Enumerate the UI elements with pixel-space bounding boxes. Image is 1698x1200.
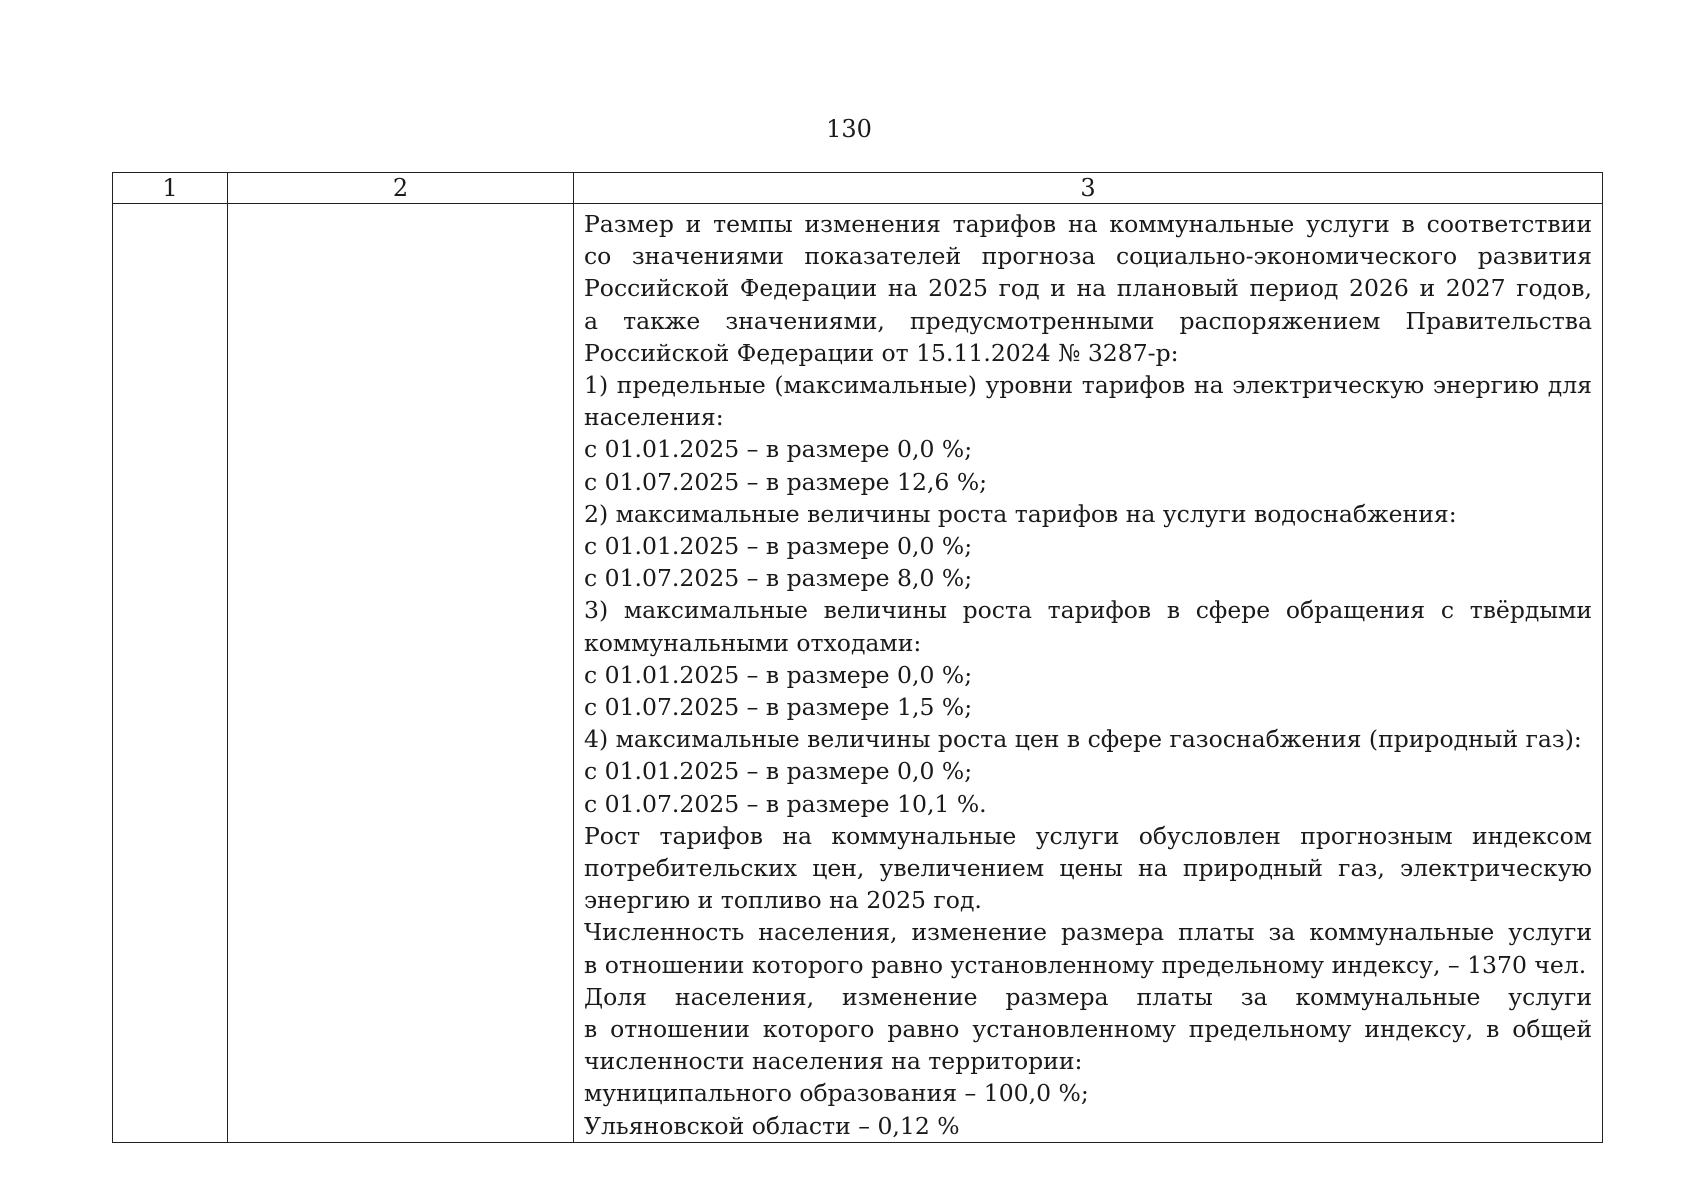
text-line: а также значениями, предусмотренными распоряжением Правительства <box>584 306 1592 335</box>
text-line: с 01.01.2025 – в размере 0,0 %; <box>584 757 973 786</box>
text-line: Российской Федерации на 2025 год и на плановый период 2026 и 2027 годов, <box>584 274 1592 303</box>
text-line: населения: <box>584 403 724 432</box>
cell-column-2 <box>228 204 574 1143</box>
text-line: с 01.01.2025 – в размере 0,0 %; <box>584 660 973 689</box>
tariff-table <box>112 172 1603 1143</box>
text-line: в отношении которого равно установленному предельному индексу, в общей <box>584 1014 1592 1043</box>
cell-column-3 <box>574 204 1603 1143</box>
text-line: 1) предельные (максимальные) уровни тарифов на электрическую энергию для <box>584 370 1592 399</box>
text-line: с 01.01.2025 – в размере 0,0 %; <box>584 435 973 464</box>
text-line: в отношении которого равно установленному предельному индексу, – 1370 чел. <box>584 950 1587 979</box>
cell-column-1 <box>113 204 228 1143</box>
column-header-3: 3 <box>574 173 1603 204</box>
text-line: энергию и топливо на 2025 год. <box>584 886 982 915</box>
text-line: коммунальными отходами: <box>584 628 922 657</box>
tariff-description <box>584 208 1592 1142</box>
text-line: Доля населения, изменение размера платы за коммунальные услуги <box>584 982 1592 1011</box>
text-line: со значениями показателей прогноза социально-экономического развития <box>584 242 1592 271</box>
text-line: 4) максимальные величины роста цен в сфере газоснабжения (природный газ): <box>584 725 1582 754</box>
text-line: потребительских цен, увеличением цены на природный газ, электрическую <box>584 853 1592 882</box>
text-line: 2) максимальные величины роста тарифов на услуги водоснабжения: <box>584 499 1457 528</box>
column-header-2: 2 <box>228 173 574 204</box>
table-header-row <box>113 173 1603 204</box>
text-line: Ульяновской области – 0,12 % <box>584 1111 960 1140</box>
text-line: Размер и темпы изменения тарифов на коммунальные услуги в соответствии <box>584 210 1592 238</box>
text-line: 3) максимальные величины роста тарифов в сфере обращения с твёрдыми <box>584 596 1592 625</box>
column-header-1: 1 <box>113 173 228 204</box>
text-line: с 01.07.2025 – в размере 8,0 %; <box>584 564 973 593</box>
text-line: с 01.07.2025 – в размере 10,1 %. <box>584 789 987 818</box>
text-line: с 01.07.2025 – в размере 1,5 %; <box>584 692 973 721</box>
text-line: численности населения на территории: <box>584 1047 1083 1076</box>
page-number: 130 <box>826 115 872 143</box>
text-line: с 01.07.2025 – в размере 12,6 %; <box>584 467 988 496</box>
table-row <box>113 204 1603 1143</box>
text-line: муниципального образования – 100,0 %; <box>584 1079 1089 1108</box>
text-line: Численность населения, изменение размера платы за коммунальные услуги <box>584 918 1592 947</box>
text-line: Рост тарифов на коммунальные услуги обусловлен прогнозным индексом <box>584 821 1592 850</box>
text-line: с 01.01.2025 – в размере 0,0 %; <box>584 531 973 560</box>
text-line: Российской Федерации от 15.11.2024 № 3287-р: <box>584 338 1179 367</box>
